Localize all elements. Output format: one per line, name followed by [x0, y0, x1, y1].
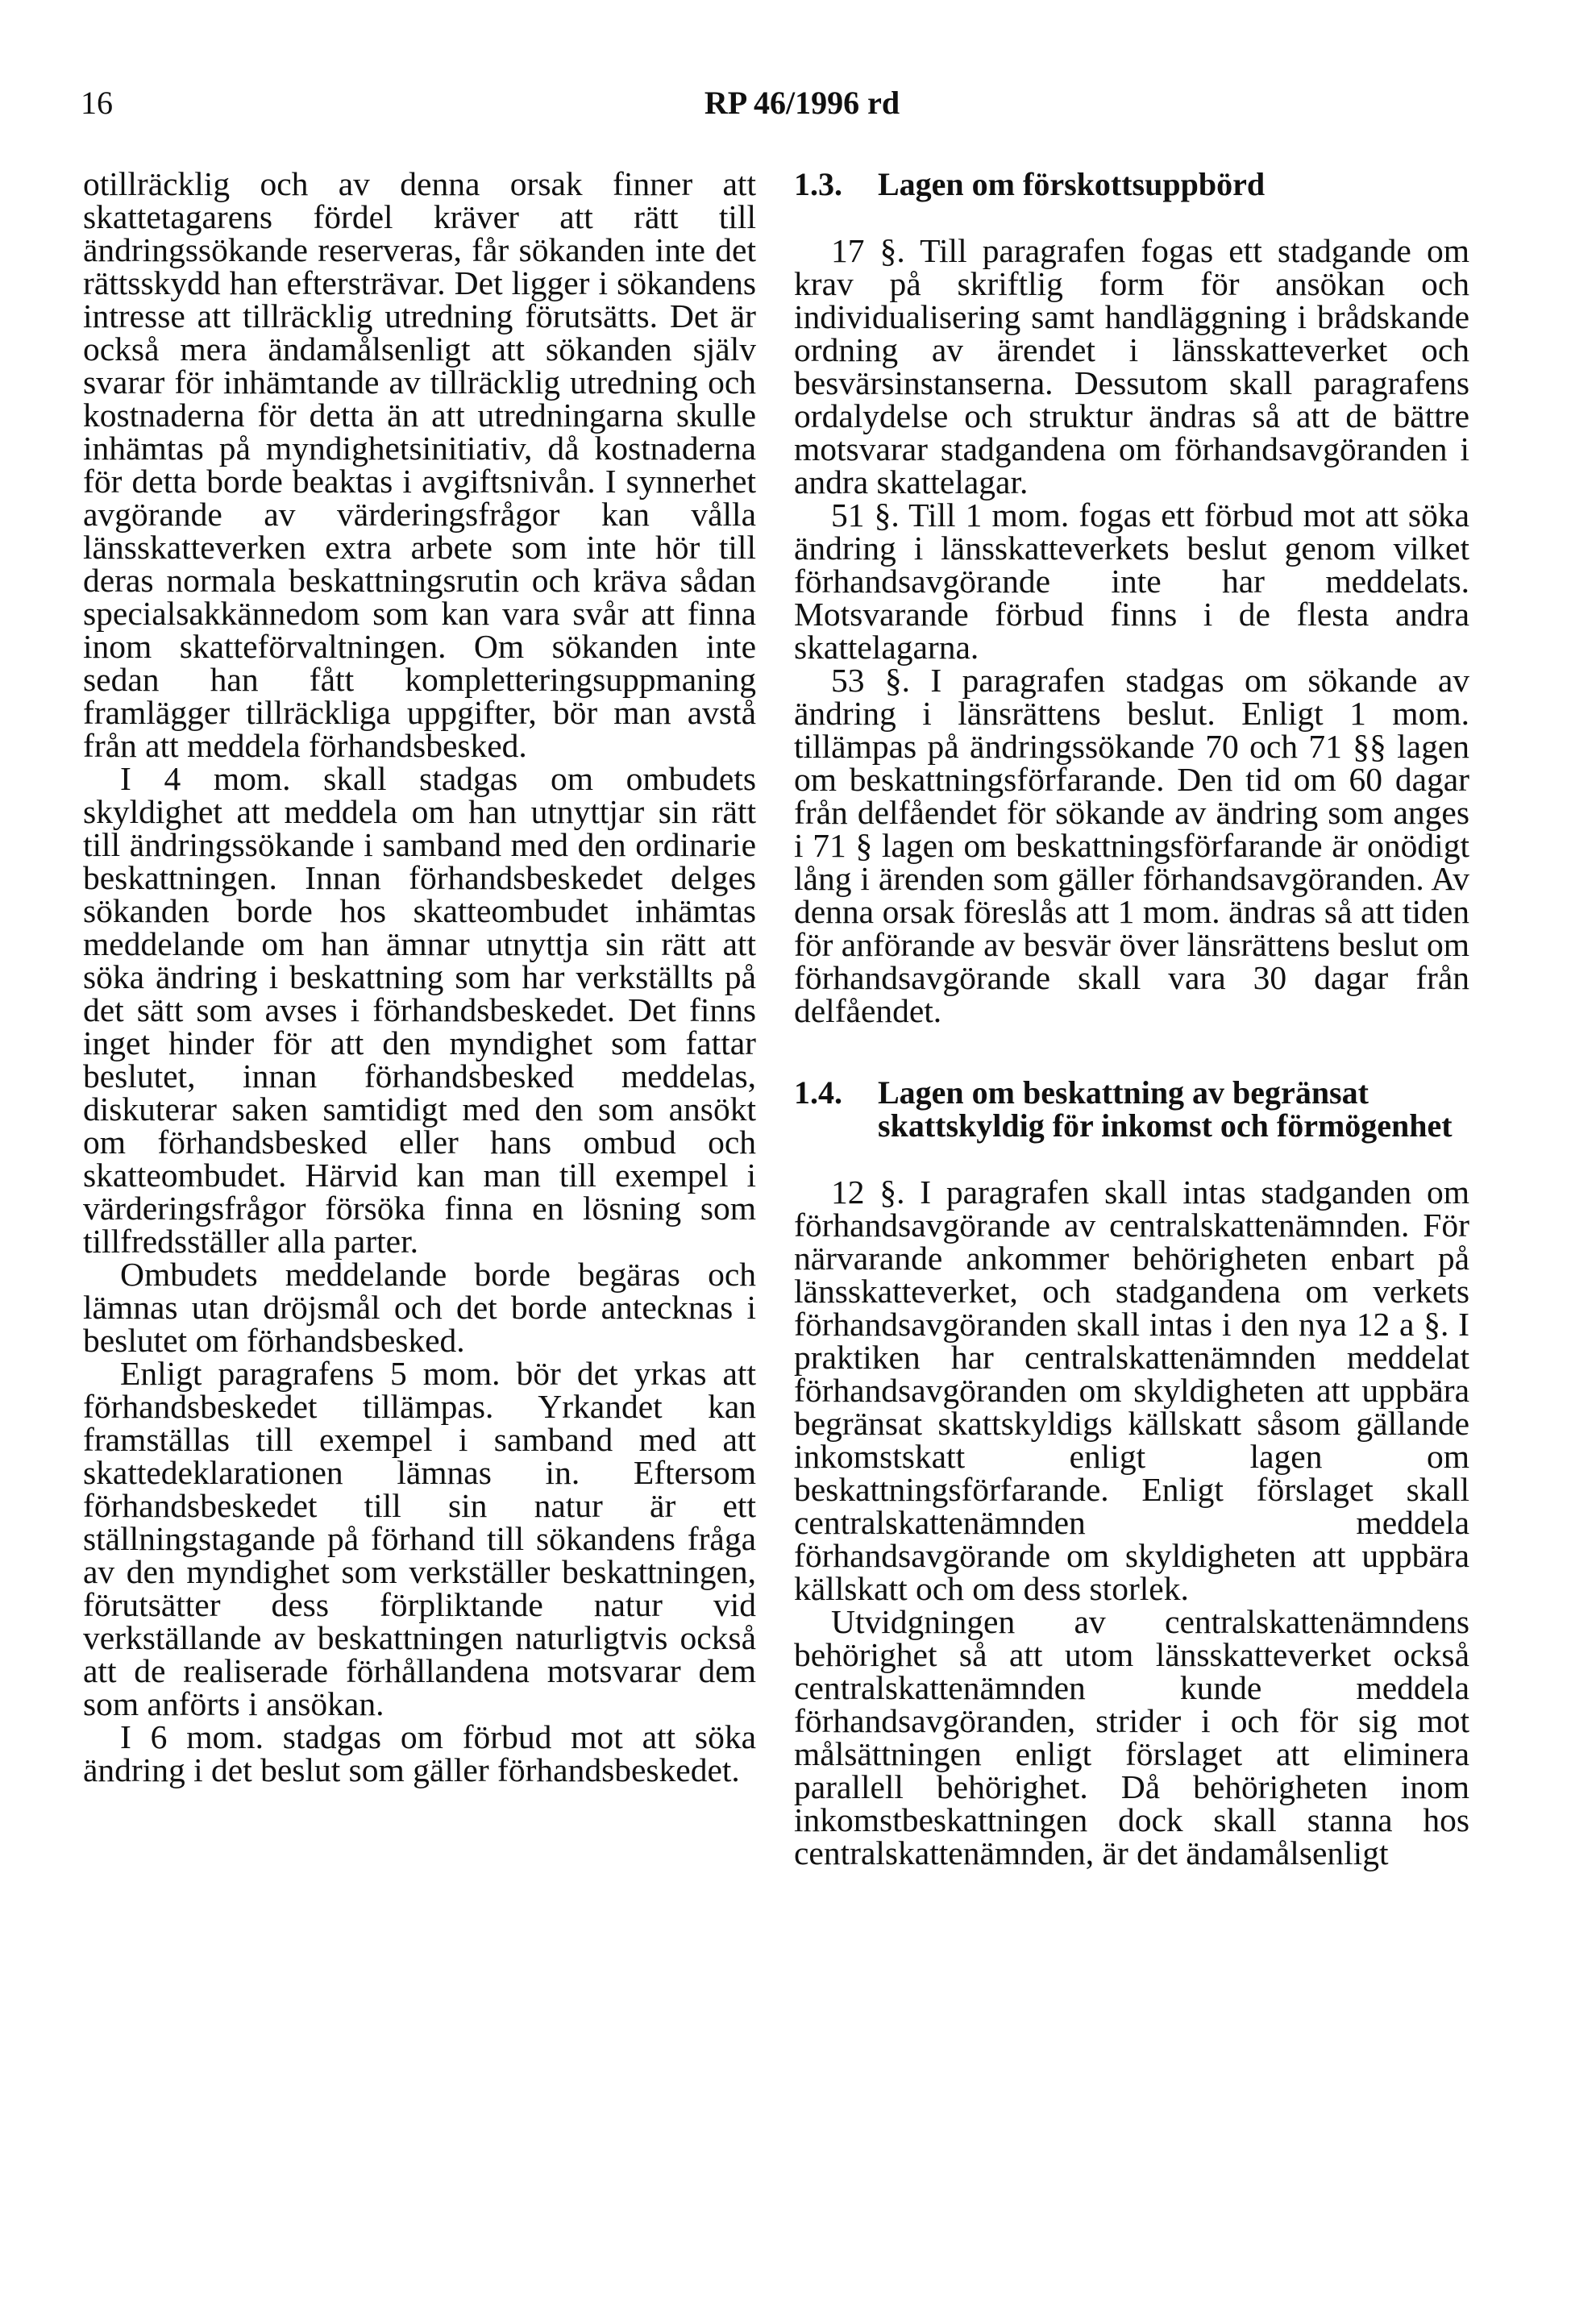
paragraph: I 6 mom. stadgas om förbud mot att söka ändring i det beslut som gäller förhandsbeskedet.: [83, 1718, 756, 1788]
paragraph: otillräcklig och av denna orsak finner att skattetagarens fördel kräver att rätt till ändringssökande reserveras, får sökanden inte det rättsskydd han eftersträvar. Det ligger i sökandens intresse att tillräcklig utredning förutsätts. Det är också mera ändamålsenligt att sökanden själv svarar för inhämtande av tillräcklig utredning och kostnaderna för detta än att utredningarna skulle inhämtas på myndighetsinitiativ, då kostnaderna för detta borde beaktas i avgiftsnivån. I synnerhet avgörande av värderingsfrågor kan vålla länsskatteverken extra arbete som inte hör till deras normala beskattningsrutin och kräva sådan specialsakkännedom som kan vara svår att finna inom skatteförvaltningen. Om sökanden inte sedan han fått kompletteringsuppmaning framlägger tillräckliga uppgifter, bör man avstå från att meddela förhandsbesked.: [83, 165, 756, 764]
paragraph: Ombudets meddelande borde begäras och lämnas utan dröjsmål och det borde antecknas i beslutet om förhandsbesked.: [83, 1256, 756, 1359]
section-number: 1.4.: [794, 1074, 842, 1111]
left-column: [83, 165, 756, 1788]
document-id: RP 46/1996 rd: [704, 85, 900, 121]
right-column: [794, 168, 1469, 1870]
section-title: Lagen om beskattning av begränsat skattskyldig för inkomst och förmögenhet: [878, 1074, 1453, 1144]
paragraph: 17 §. Till paragrafen fogas ett stadgande om krav på skriftlig form för ansökan och individualisering samt handläggning i brådskande ordning av ärendet i länsskatteverket och besvärsinstanserna. Dessutom skall paragrafens ordalydelse och struktur ändras så att de bättre motsvarar stadgandena om förhandsavgöranden i andra skattelagar.: [794, 232, 1469, 501]
paragraph: Enligt paragrafens 5 mom. bör det yrkas att förhandsbeskedet tillämpas. Yrkandet kan framställas till exempel i samband med att skattedeklarationen lämnas in. Eftersom förhandsbeskedet till sin natur är ett ställningstagande på förhand till sökandens fråga av den myndighet som verkställer beskattningen, förutsätter dess förpliktande natur vid verkställande av beskattningen naturligtvis också att de realiserade förhållandena motsvarar dem som anförts i ansökan.: [83, 1355, 756, 1722]
section-heading-1-4: [794, 1076, 1469, 1142]
paragraph: 51 §. Till 1 mom. fogas ett förbud mot att söka ändring i länsskatteverkets beslut genom vilket förhandsavgörande inte har meddelats. Motsvarande förbud finns i de flesta andra skattelagarna.: [794, 496, 1469, 666]
paragraph: Utvidgningen av centralskattenämndens behörighet så att utom länsskatteverket också centralskattenämnden kunde meddela förhandsavgöranden, strider i och för sig mot målsättningen enligt förslaget att eliminera parallell behörighet. Då behörigheten inom inkomstbeskattningen dock skall stanna hos centralskattenämnden, är det ändamålsenligt: [794, 1603, 1469, 1871]
paragraph: 12 §. I paragrafen skall intas stadganden om förhandsavgörande av centralskattenämnden. För närvarande ankommer behörigheten enbart på länsskatteverket, och stadgandena om verkets förhandsavgöranden skall intas i den nya 12 a §. I praktiken har centralskattenämnden meddelat förhandsavgöranden om skyldigheten att uppbära begränsat skattskyldigs källskatt såsom gällande inkomstskatt enligt lagen om beskattningsförfarande. Enligt förslaget skall centralskattenämnden meddela förhandsavgörande om skyldigheten att uppbära källskatt och om dess storlek.: [794, 1173, 1469, 1607]
section-title: Lagen om förskottsuppbörd: [878, 166, 1266, 202]
section-number: 1.3.: [794, 166, 842, 202]
page-number: 16: [81, 85, 113, 121]
paragraph: 53 §. I paragrafen stadgas om sökande av ändring i länsrättens beslut. Enligt 1 mom. tillämpas på ändringssökande 70 och 71 §§ lagen om beskattningsförfarande. Den tid om 60 dagar från delfåendet för sökande av ändring som anges i 71 § lagen om beskattningsförfarande är onödigt lång i ärenden som gäller förhandsavgöranden. Av denna orsak föreslås att 1 mom. ändras så att tiden för anförande av besvär över länsrättens beslut om förhandsavgörande skall vara 30 dagar från delfåendet.: [794, 662, 1469, 1029]
paragraph: I 4 mom. skall stadgas om ombudets skyldighet att meddela om han utnyttjar sin rätt till ändringssökande i samband med den ordinarie beskattningen. Innan förhandsbeskedet delges sökanden borde hos skatteombudet inhämtas meddelande om han ämnar utnyttja sin rätt att söka ändring i beskattning som har verkställts på det sätt som avses i förhandsbeskedet. Det finns inget hinder för att den myndighet som fattar beslutet, innan förhandsbesked meddelas, diskuterar saken samtidigt med den som ansökt om förhandsbesked eller hans ombud och skatteombudet. Härvid kan man till exempel i värderingsfrågor försöka finna en lösning som tillfredsställer alla parter.: [83, 760, 756, 1260]
section-heading-1-3: [794, 168, 1469, 201]
section-spacer: [794, 1028, 1469, 1076]
page-header: [81, 79, 1523, 127]
